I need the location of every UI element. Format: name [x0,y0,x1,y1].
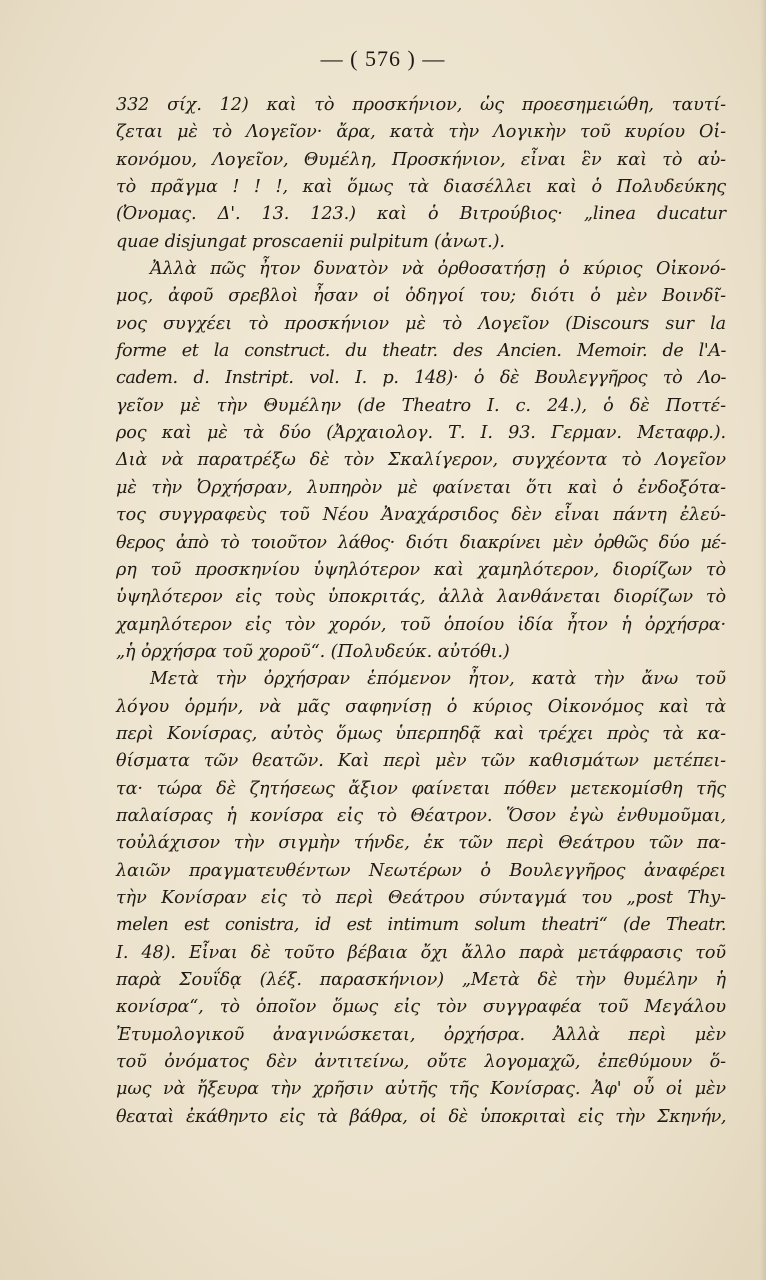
text-line: τὴν Κονίσραν εἰς τὸ περὶ Θεάτρου σύνταγμά του „post Thy- [116,887,726,908]
text-line: θεαταὶ ἐκάθηντο εἰς τὰ βάθρα, οἱ δὲ ὑποκριταὶ εἰς τὴν Σκηνήν, [116,1106,726,1127]
text-line: κονίσρα“, τὸ ὁποῖον ὅμως εἰς τὸν συγγραφέα τοῦ Μεγάλου [116,997,726,1018]
text-line: ρη τοῦ προσκηνίου ὑψηλότερον καὶ χαμηλότερον, διορίζων τὸ [116,559,726,580]
text-line: νος συγχέει τὸ προσκήνιον μὲ τὸ Λογεῖον (Discours sur la [116,313,726,334]
text-line: melen est conistra, id est intimum solum theatri“ (de Theatr. [116,915,726,936]
text-line: quae disjungat proscaenii pulpitum (ἀνωτ.). [116,231,505,252]
text-line: Διὰ νὰ παρατρέξω δὲ τὸν Σκαλίγερον, συγχέοντα τὸ Λογεῖον [116,450,726,471]
text-line: μος, ἀφοῦ σρεβλοὶ ἦσαν οἱ ὁδηγοί του; διότι ὁ μὲν Βοινδῖ- [116,286,726,307]
text-line: ζεται μὲ τὸ Λογεῖον· ἄρα, κατὰ τὴν Λογικὴν τοῦ κυρίου Οἰ- [116,122,726,143]
text-line: Μετὰ τὴν ὀρχήσραν ἑπόμενον ἦτον, κατὰ τὴν ἄνω τοῦ [150,669,726,690]
text-line: παρὰ Σουΐδᾳ (λέξ. παρασκήνιον) „Μετὰ δὲ τὴν θυμέλην ἡ [116,970,726,990]
text-line: περὶ Κονίσρας, αὐτὸς ὅμως ὑπερπηδᾷ καὶ τρέχει πρὸς τὰ κα- [116,723,726,744]
text-line: forme et la construct. du theatr. des Ancien. Memoir. de l'A- [116,341,726,362]
text-line: cadem. d. Instript. vol. I. p. 148)· ὁ δὲ Βουλεγγῆρος τὸ Λο- [116,368,726,389]
text-line: λαιῶν πραγματευθέντων Νεωτέρων ὁ Βουλεγγῆρος ἀναφέρει [116,860,726,881]
text-line: τος συγγραφεὺς τοῦ Νέου Ἀναχάρσιδος δὲν εἶναι πάντη ἐλεύ- [116,505,726,526]
page-edge-shadow [760,0,766,1280]
text-line: τὸ πρᾶγμα ! ! !, καὶ ὅμως τὰ διασέλλει καὶ ὁ Πολυδεύκης [116,177,726,198]
text-line: τα· τώρα δὲ ζητήσεως ἄξιον φαίνεται πόθεν μετεκομίσθη τῆς [116,778,726,799]
text-line: „ἡ ὀρχήσρα τοῦ χοροῦ“. (Πολυδεύκ. αὐτόθι.) [116,641,510,662]
text-line: τοὐλάχισον τὴν σιγμὴν τήνδε, ἐκ τῶν περὶ Θεάτρου τῶν πα- [116,833,726,854]
text-line: γεῖον μὲ τὴν Θυμέλην (de Theatro I. c. 24.), ὁ δὲ Ποττέ- [116,395,726,416]
text-line: μως νὰ ἤξευρα τὴν χρῆσιν αὐτῆς τῆς Κονίσρας. Ἀφ' οὗ οἱ μὲν [116,1079,726,1100]
text-line: (Ὀνομας. Δ'. 13. 123.) καὶ ὁ Βιτρούβιος· „linea ducatur [116,204,726,225]
text-line: ὑψηλότερον εἰς τοὺς ὑποκριτάς, ἀλλὰ λανθάνεται διορίζων τὸ [116,587,726,608]
page-number: — ( 576 ) — [320,46,446,71]
text-line: κονόμου, Λογεῖον, Θυμέλη, Προσκήνιον, εἶναι ἓν καὶ τὸ αὐ- [116,149,726,170]
body-text [116,92,726,1131]
text-line: τοῦ ὀνόματος δὲν ἀντιτείνω, οὔτε λογομαχῶ, ἐπεθύμουν ὅ- [116,1052,726,1073]
text-line: 332 σίχ. 12) καὶ τὸ προσκήνιον, ὡς προεσημειώθη, ταυτί- [116,95,726,115]
text-line: χαμηλότερον εἰς τὸν χορόν, τοῦ ὁποίου ἰδία ἦτον ἡ ὀρχήσρα· [116,614,726,635]
text-line: θερος ἀπὸ τὸ τοιοῦτον λάθος· διότι διακρίνει μὲν ὀρθῶς δύο μέ- [116,532,726,553]
text-line: παλαίσρας ἡ κονίσρα εἰς τὸ Θέατρον. Ὅσον ἐγὼ ἐνθυμοῦμαι, [116,805,726,826]
text-line: μὲ τὴν Ὀρχήσραν, λυπηρὸν μὲ φαίνεται ὅτι καὶ ὁ ἐνδοξότα- [116,477,726,498]
text-line: ρος καὶ μὲ τὰ δύο (Ἀρχαιολογ. Τ. I. 93. Γερμαν. Μεταφρ.). [116,423,726,444]
text-line: Ἀλλὰ πῶς ἦτον δυνατὸν νὰ ὀρθοσατήσῃ ὁ κύριος Οἰκονό- [150,259,726,280]
text-line: λόγου ὁρμήν, νὰ μᾶς σαφηνίσῃ ὁ κύριος Οἰκονόμος καὶ τὰ [116,696,726,717]
text-line: Ἐτυμολογικοῦ ἀναγινώσκεται, ὀρχήσρα. Ἀλλὰ περὶ μὲν [116,1024,726,1045]
text-line: θίσματα τῶν θεατῶν. Καὶ περὶ μὲν τῶν καθισμάτων μετέπει- [116,751,726,772]
text-line: I. 48). Εἶναι δὲ τοῦτο βέβαια ὄχι ἄλλο παρὰ μετάφρασις τοῦ [116,942,726,963]
